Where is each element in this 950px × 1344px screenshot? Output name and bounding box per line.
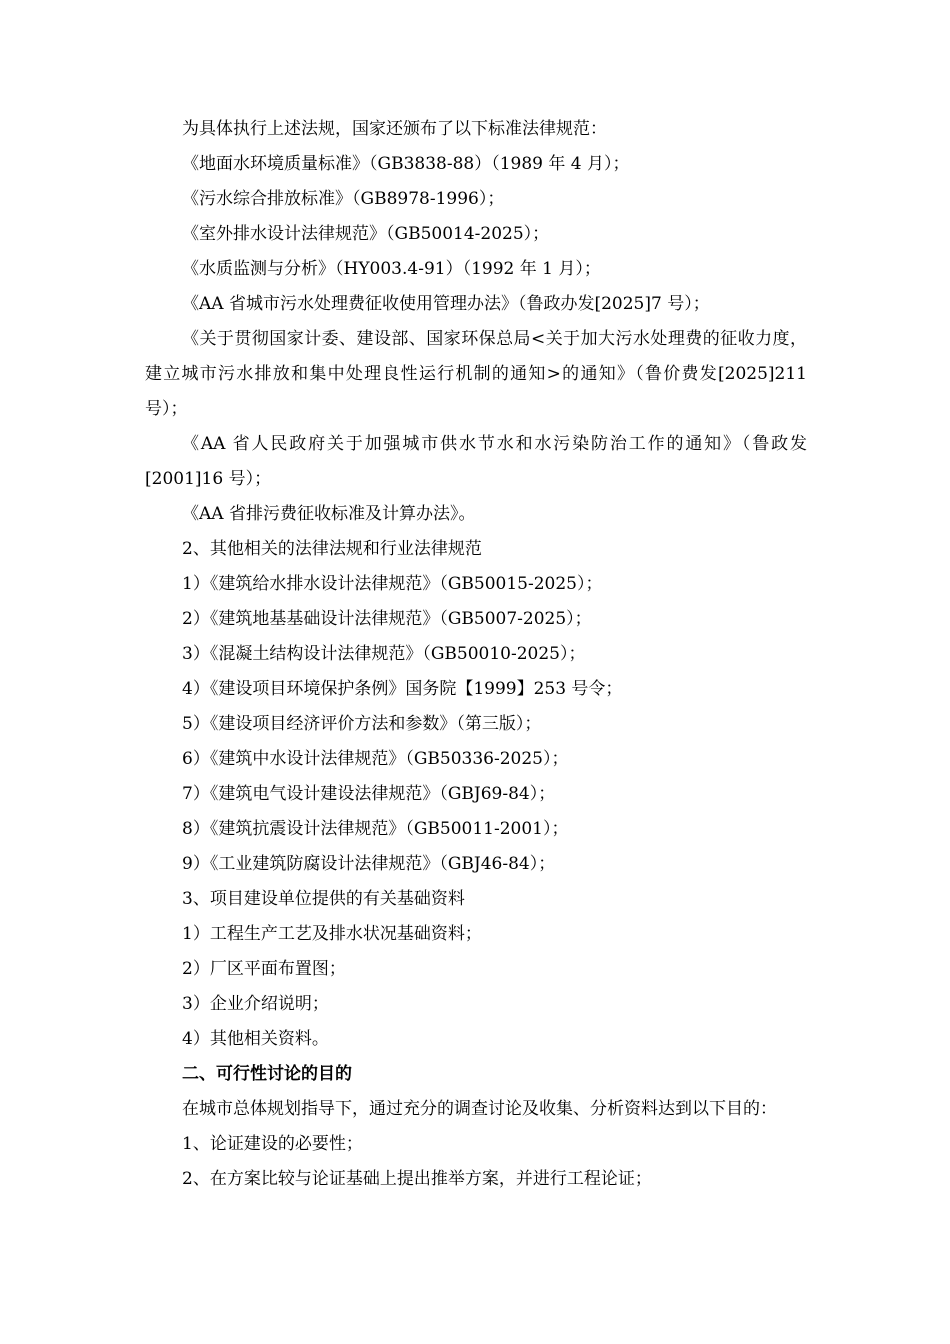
list-item: 5）《建设项目经济评价方法和参数》（第三版）； [182, 714, 542, 734]
chapter-heading: 二、可行性讨论的目的 [182, 1064, 352, 1084]
list-item: 1）工程生产工艺及排水状况基础资料； [182, 924, 482, 944]
list-item: 4）其他相关资料。 [182, 1029, 329, 1049]
section-heading: 3、项目建设单位提供的有关基础资料 [182, 889, 465, 909]
paragraph-standard: 《AA 省人民政府关于加强城市供水节水和水污染防治工作的通知》（鲁政发[2001]16 号）； [145, 434, 807, 489]
list-item: 9）《工业建筑防腐设计法律规范》（GBJ46-84）； [182, 854, 556, 874]
list-item: 7）《建筑电气设计建设法律规范》（GBJ69-84）； [182, 784, 556, 804]
list-item: 4）《建设项目环境保护条例》国务院【1999】253 号令； [182, 679, 623, 699]
list-item: 3）企业介绍说明； [182, 994, 329, 1014]
list-item: 3）《混凝土结构设计法律规范》（GB50010-2025）； [182, 644, 586, 664]
list-item: 1）《建筑给水排水设计法律规范》（GB50015-2025）； [182, 574, 603, 594]
paragraph-standard: 《AA 省排污费征收标准及计算办法》。 [182, 504, 476, 524]
paragraph-standard: 《室外排水设计法律规范》（GB50014-2025）； [182, 224, 550, 244]
paragraph-standard: 《水质监测与分析》（HY003.4-91）（1992 年 1 月）； [182, 259, 601, 279]
list-item: 2）《建筑地基基础设计法律规范》（GB5007-2025）； [182, 609, 592, 629]
paragraph-purpose: 在城市总体规划指导下，通过充分的调查讨论及收集、分析资料达到以下目的： [182, 1099, 777, 1119]
list-item: 6）《建筑中水设计法律规范》（GB50336-2025）； [182, 749, 569, 769]
list-item: 8）《建筑抗震设计法律规范》（GB50011-2001）； [182, 819, 569, 839]
paragraph-intro: 为具体执行上述法规，国家还颁布了以下标准法律规范： [182, 119, 607, 139]
paragraph-standard: 《污水综合排放标准》（GB8978-1996）； [182, 189, 505, 209]
list-item: 1、论证建设的必要性； [182, 1134, 363, 1154]
document-body [145, 112, 807, 1197]
paragraph-standard: 《地面水环境质量标准》（GB3838-88）（1989 年 4 月）； [182, 154, 630, 174]
list-item: 2）厂区平面布置图； [182, 959, 346, 979]
paragraph-standard: 《AA 省城市污水处理费征收使用管理办法》（鲁政办发[2025]7 号）； [182, 294, 710, 314]
paragraph-standard: 《关于贯彻国家计委、建设部、国家环保总局<关于加大污水处理费的征收力度，建立城市污水排放和集中处理良性运行机制的通知>的通知》（鲁价费发[2025]211 号）； [145, 329, 807, 419]
list-item: 2、在方案比较与论证基础上提出推举方案，并进行工程论证； [182, 1169, 652, 1189]
section-heading: 2、其他相关的法律法规和行业法律规范 [182, 539, 482, 559]
